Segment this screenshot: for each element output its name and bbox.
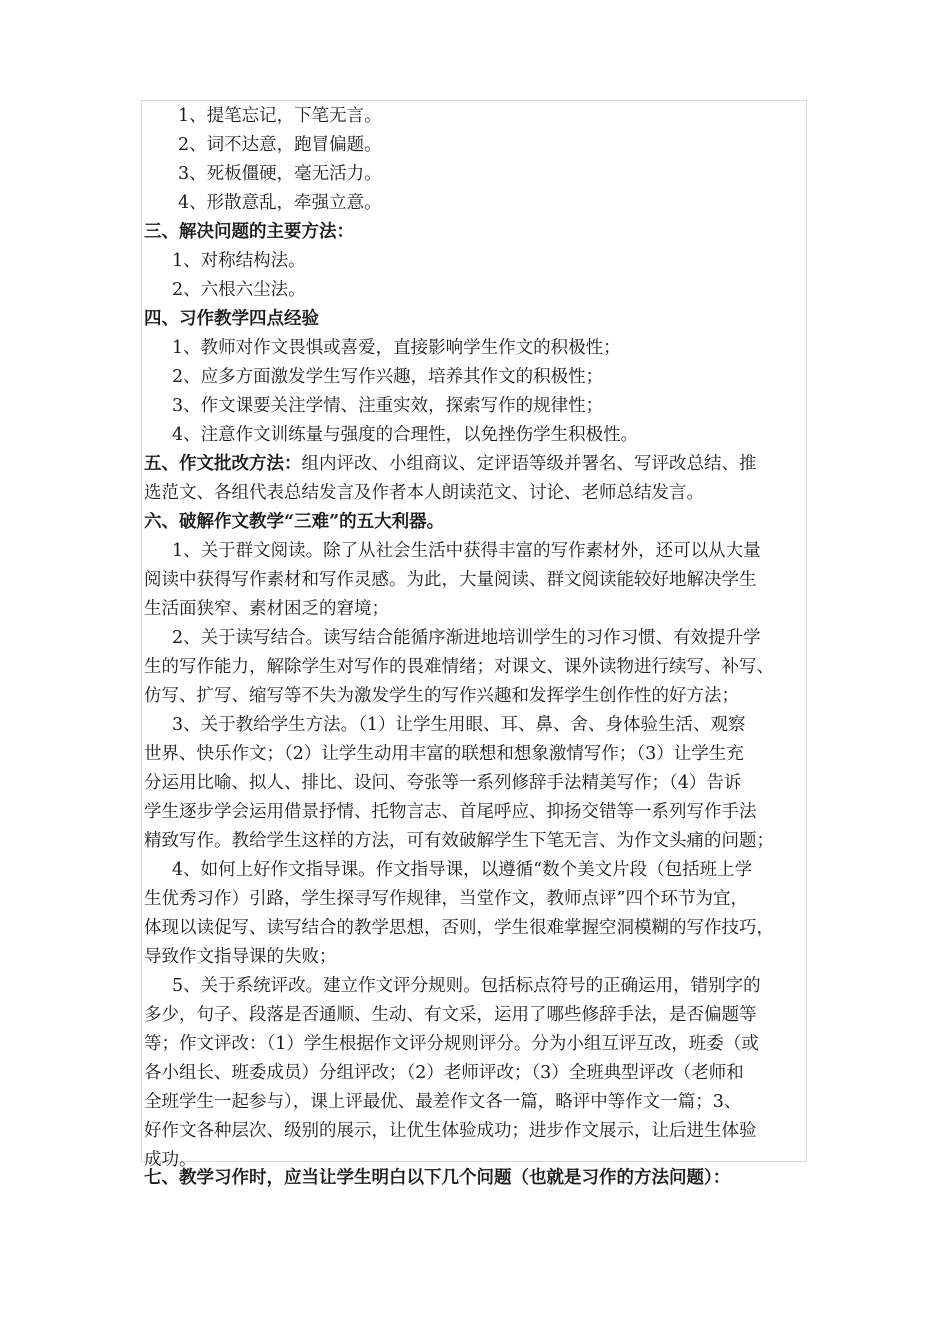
list-item: 4、形散意乱，牵强立意。 <box>178 193 382 213</box>
paragraph <box>144 711 816 856</box>
list-item: 1、对称结构法。 <box>172 251 306 271</box>
paragraph-line: 好作文各种层次、级别的展示，让优生体验成功；进步作文展示，让后进生体验 <box>144 1121 757 1141</box>
section-heading-6: 六、破解作文教学“三难”的五大利器。 <box>144 512 445 532</box>
paragraph-line: 体现以读促写、读写结合的教学思想，否则，学生很难掌握空洞模糊的写作技巧， <box>144 918 774 938</box>
section-heading-7: 七、教学习作时，应当让学生明白以下几个问题（也就是习作的方法问题）： <box>144 1168 731 1188</box>
paragraph-line: 1、关于群文阅读。除了从社会生活中获得丰富的写作素材外，还可以从大量 <box>172 541 761 561</box>
paragraph-line: 生优秀习作）引路，学生探寻写作规律，当堂作文，教师点评”四个环节为宜， <box>144 889 748 909</box>
paragraph-line: 4、如何上好作文指导课。作文指导课，以遵循“数个美文片段（包括班上学 <box>172 860 753 880</box>
paragraph-line: 选范文、各组代表总结发言及作者本人朗读范文、讨论、老师总结发言。 <box>144 483 704 503</box>
paragraph-line: 分运用比喻、拟人、排比、设问、夸张等一系列修辞手法精美写作；（4）告诉 <box>144 773 742 793</box>
paragraph-text: 组内评改、小组商议、定评语等级并署名、写评改总结、推 <box>301 454 757 474</box>
paragraph-line: 成功。 <box>144 1150 197 1170</box>
paragraph-line: 各小组长、班委成员）分组评改；（2）老师评改；（3）全班典型评改（老师和 <box>144 1063 744 1083</box>
paragraph-line: 生的写作能力，解除学生对写作的畏难情绪；对课文、课外读物进行续写、补写、 <box>144 657 774 677</box>
list-item: 1、教师对作文畏惧或喜爱，直接影响学生作文的积极性； <box>172 338 621 358</box>
paragraph <box>144 624 816 711</box>
document-body <box>144 102 816 1175</box>
paragraph-line: 多少，句子、段落是否通顺、生动、有文采，运用了哪些修辞手法，是否偏题等 <box>144 1005 757 1025</box>
paragraph-line: 精致写作。教给学生这样的方法，可有效破解学生下笔无言、为作文头痛的问题； <box>144 831 774 851</box>
paragraph <box>144 856 816 972</box>
paragraph-line: 5、关于系统评改。建立作文评分规则。包括标点符号的正确运用，错别字的 <box>172 976 761 996</box>
paragraph <box>144 972 816 1175</box>
list-item: 3、作文课要关注学情、注重实效，探索写作的规律性； <box>172 396 604 416</box>
paragraph <box>144 537 816 624</box>
paragraph-line: 2、关于读写结合。读写结合能循序渐进地培训学生的习作习惯、有效提升学 <box>172 628 761 648</box>
paragraph-line: 等；作文评改：（1）学生根据作文评分规则评分。分为小组互评互改，班委（或 <box>144 1034 759 1054</box>
list-item: 2、词不达意，跑冒偏题。 <box>178 135 382 155</box>
paragraph-line: 生活面狭窄、素材困乏的窘境； <box>144 599 389 619</box>
paragraph-line: 阅读中获得写作素材和写作灵感。为此，大量阅读、群文阅读能较好地解决学生 <box>144 570 757 590</box>
paragraph-line: 学生逐步学会运用借景抒情、托物言志、首尾呼应、抑扬交错等一系列写作手法 <box>144 802 757 822</box>
paragraph-line: 全班学生一起参与），课上评最优、最差作文各一篇，略评中等作文一篇；3、 <box>144 1092 742 1112</box>
section-5 <box>144 450 816 479</box>
paragraph-line: 世界、快乐作文；（2）让学生动用丰富的联想和想象激情写作；（3）让学生充 <box>144 744 744 764</box>
section-heading-3: 三、解决问题的主要方法： <box>144 222 354 242</box>
list-item: 3、死板僵硬，毫无活力。 <box>178 164 382 184</box>
list-item: 1、提笔忘记，下笔无言。 <box>178 106 382 126</box>
paragraph-line: 导致作文指导课的失败； <box>144 947 337 967</box>
section-heading-5: 五、作文批改方法： <box>144 454 302 474</box>
paragraph-line: 仿写、扩写、缩写等不失为激发学生的写作兴趣和发挥学生创作性的好方法； <box>144 686 739 706</box>
list-item: 4、注意作文训练量与强度的合理性，以免挫伤学生积极性。 <box>172 425 639 445</box>
list-item: 2、应多方面激发学生写作兴趣，培养其作文的积极性； <box>172 367 604 387</box>
paragraph-line: 3、关于教给学生方法。（1）让学生用眼、耳、鼻、舍、身体验生活、观察 <box>172 715 746 735</box>
section-heading-4: 四、习作教学四点经验 <box>144 309 319 329</box>
list-item: 2、六根六尘法。 <box>172 280 306 300</box>
